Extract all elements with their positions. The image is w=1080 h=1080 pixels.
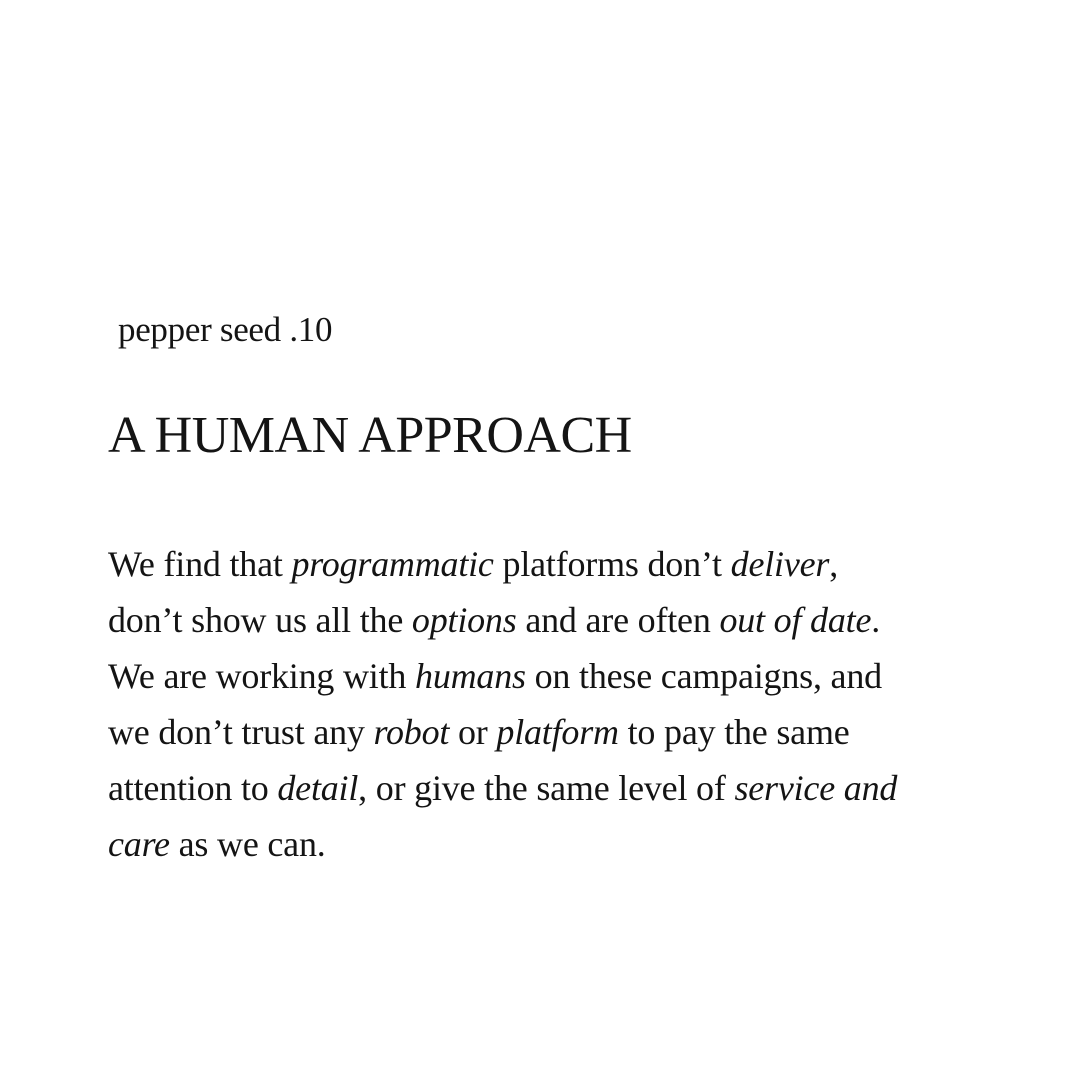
emphasis-options: options [411,600,517,640]
body-paragraph [108,536,968,872]
series-label: pepper seed .10 [118,310,333,349]
body-line-3 [108,648,968,704]
body-text-run: . [871,600,881,640]
body-text-run: We find that [108,544,292,584]
body-line-5 [108,760,968,816]
emphasis-service-and: service and [734,768,898,808]
body-text-run: We are working with [108,656,416,696]
emphasis-robot: robot [373,712,450,752]
body-text-run: on these campaigns, and [525,656,882,696]
body-line-2 [108,592,968,648]
body-text-run: , or give the same level of [358,768,735,808]
page-title: A HUMAN APPROACH [108,407,632,464]
body-text-run: to pay the same [618,712,850,752]
body-text-run: and are often [516,600,720,640]
emphasis-detail: detail [277,768,359,808]
body-text-run: don’t show us all the [108,600,412,640]
body-text-run: platforms don’t [493,544,731,584]
emphasis-platform: platform [496,712,619,752]
emphasis-care: care [108,824,170,864]
emphasis-humans: humans [415,656,526,696]
emphasis-programmatic: programmatic [291,544,494,584]
emphasis-deliver: deliver [730,544,830,584]
body-text-run: or [449,712,497,752]
body-line-4 [108,704,968,760]
body-text-run: attention to [108,768,278,808]
body-line-1 [108,536,968,592]
body-text-run: we don’t trust any [108,712,374,752]
body-line-6 [108,816,968,872]
emphasis-out-of-date: out of date [719,600,872,640]
body-text-run: , [829,544,839,584]
body-text-run: as we can. [169,824,326,864]
